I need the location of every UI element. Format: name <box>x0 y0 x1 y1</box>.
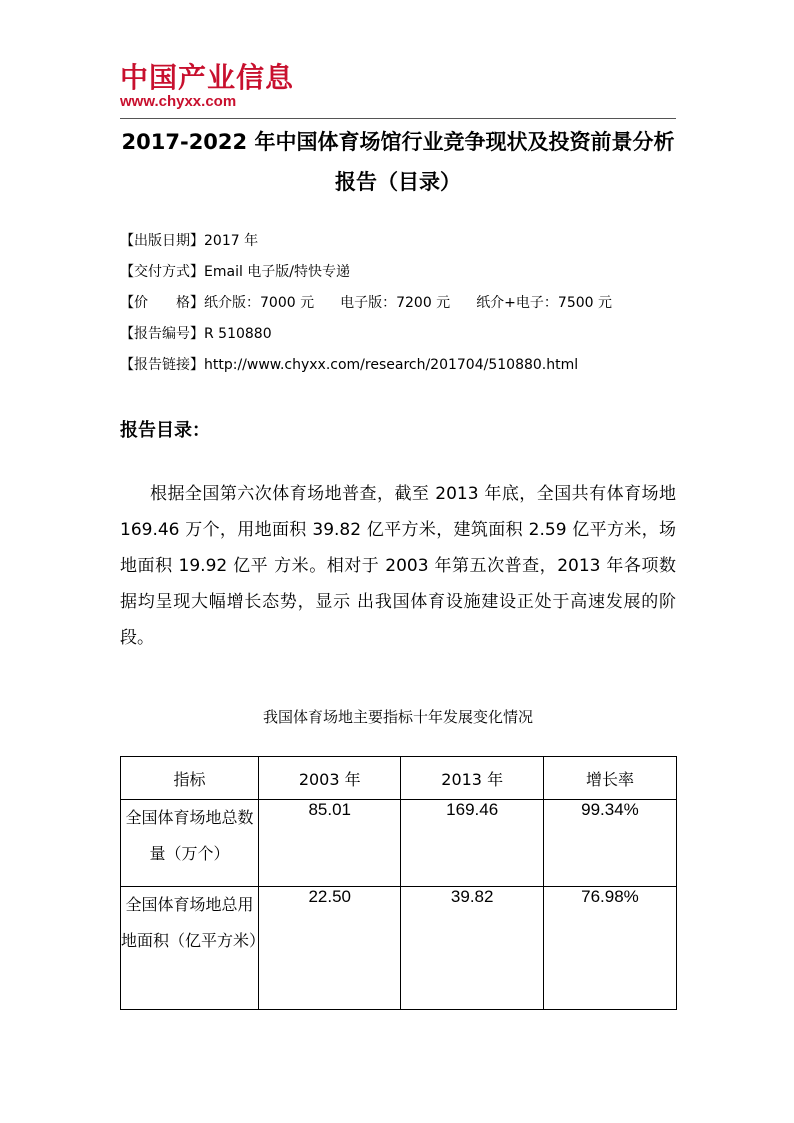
table-cell: 169.46 <box>401 800 543 887</box>
table-header: 指标 <box>121 757 259 800</box>
meta-delivery: 【交付方式】Email 电子版/特快专递 <box>120 264 351 280</box>
logo-url[interactable]: www.chyxx.com <box>120 93 237 110</box>
meta-link: 【报告链接】http://www.chyxx.com/research/201704/510880.html <box>120 357 579 373</box>
table-cell: 76.98% <box>543 887 676 1010</box>
meta-price: 【价 格】纸介版：7000 元 电子版：7200 元 纸介+电子：7500 元 <box>120 295 612 311</box>
report-meta <box>120 226 612 381</box>
logo-text: 中国产业信息 <box>120 61 295 94</box>
table-cell: 39.82 <box>401 887 543 1010</box>
table-header: 2003 年 <box>259 757 401 800</box>
table-cell: 22.50 <box>259 887 401 1010</box>
table-header: 2013 年 <box>401 757 543 800</box>
table-cell: 99.34% <box>543 800 676 887</box>
report-link[interactable]: http://www.chyxx.com/research/201704/510880.html <box>204 357 579 373</box>
table-cell: 85.01 <box>259 800 401 887</box>
table-cell: 全国体育场地总用地面积（亿平方米） <box>121 887 259 1010</box>
intro-paragraph: 根据全国第六次体育场地普查，截至 2013 年底，全国共有体育场地 169.46 万个，用地面积 39.82 亿平方米，建筑面积 2.59 亿平方米，场地面积 19.92 亿平 方米。相对于 2003 年第五次普查，2013 年各项数据均呈现大幅增长态势，显示 出我国体育设施建设正处于高速发展的阶段。 <box>120 484 676 648</box>
table-cell: 全国体育场地总数量（万个） <box>121 800 259 887</box>
meta-date: 【出版日期】2017 年 <box>120 233 259 249</box>
table-row <box>121 800 677 887</box>
table-header: 增长率 <box>543 757 676 800</box>
logo <box>120 62 294 112</box>
table-header-row <box>121 757 677 800</box>
table-row <box>121 887 677 1010</box>
header-rule <box>120 118 676 119</box>
table-caption: 我国体育场地主要指标十年发展变化情况 <box>262 708 533 726</box>
report-title: 2017-2022 年中国体育场馆行业竞争现状及投资前景分析报告（目录） <box>121 130 675 194</box>
indicator-table <box>120 756 677 1010</box>
meta-code: 【报告编号】R 510880 <box>120 326 272 342</box>
toc-heading: 报告目录： <box>120 420 210 441</box>
